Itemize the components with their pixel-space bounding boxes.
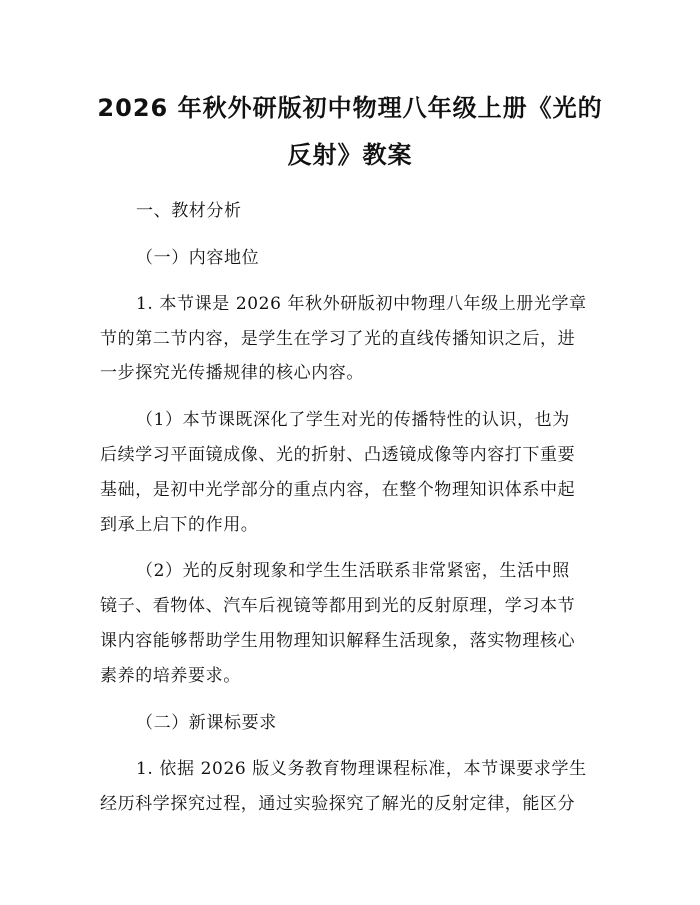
- paragraph-4-line-2: 经历科学探究过程，通过实验探究了解光的反射定律，能区分: [100, 794, 576, 814]
- paragraph-2-line-1: （1）本节课既深化了学生对光的传播特性的认识，也为: [136, 410, 570, 430]
- document-title-line-2: 反射》教案: [287, 141, 413, 169]
- subsection-heading-curriculum-standard: （二）新课标要求: [136, 713, 277, 733]
- paragraph-4-line-1: 1. 依据 2026 版义务教育物理课程标准，本节课要求学生: [136, 759, 587, 779]
- subsection-heading-content-position: （一）内容地位: [136, 248, 260, 268]
- paragraph-2-line-4: 到承上启下的作用。: [100, 515, 259, 535]
- paragraph-1-line-3: 一步探究光传播规律的核心内容。: [100, 363, 364, 383]
- section-heading-teaching-material-analysis: 一、教材分析: [136, 201, 242, 221]
- paragraph-2-line-3: 基础，是初中光学部分的重点内容，在整个物理知识体系中起: [100, 480, 576, 500]
- paragraph-1-line-2: 节的第二节内容，是学生在学习了光的直线传播知识之后，进: [100, 329, 576, 349]
- paragraph-2-line-2: 后续学习平面镜成像、光的折射、凸透镜成像等内容打下重要: [100, 445, 576, 465]
- paragraph-3-line-3: 课内容能够帮助学生用物理知识解释生活现象，落实物理核心: [100, 631, 576, 651]
- paragraph-3-line-1: （2）光的反射现象和学生生活联系非常紧密，生活中照: [136, 561, 570, 581]
- paragraph-3-line-2: 镜子、看物体、汽车后视镜等都用到光的反射原理，学习本节: [100, 596, 576, 616]
- paragraph-3-line-4: 素养的培养要求。: [100, 666, 241, 686]
- paragraph-1-line-1: 1. 本节课是 2026 年秋外研版初中物理八年级上册光学章: [136, 294, 587, 314]
- document-title-line-1: 2026 年秋外研版初中物理八年级上册《光的: [97, 94, 603, 122]
